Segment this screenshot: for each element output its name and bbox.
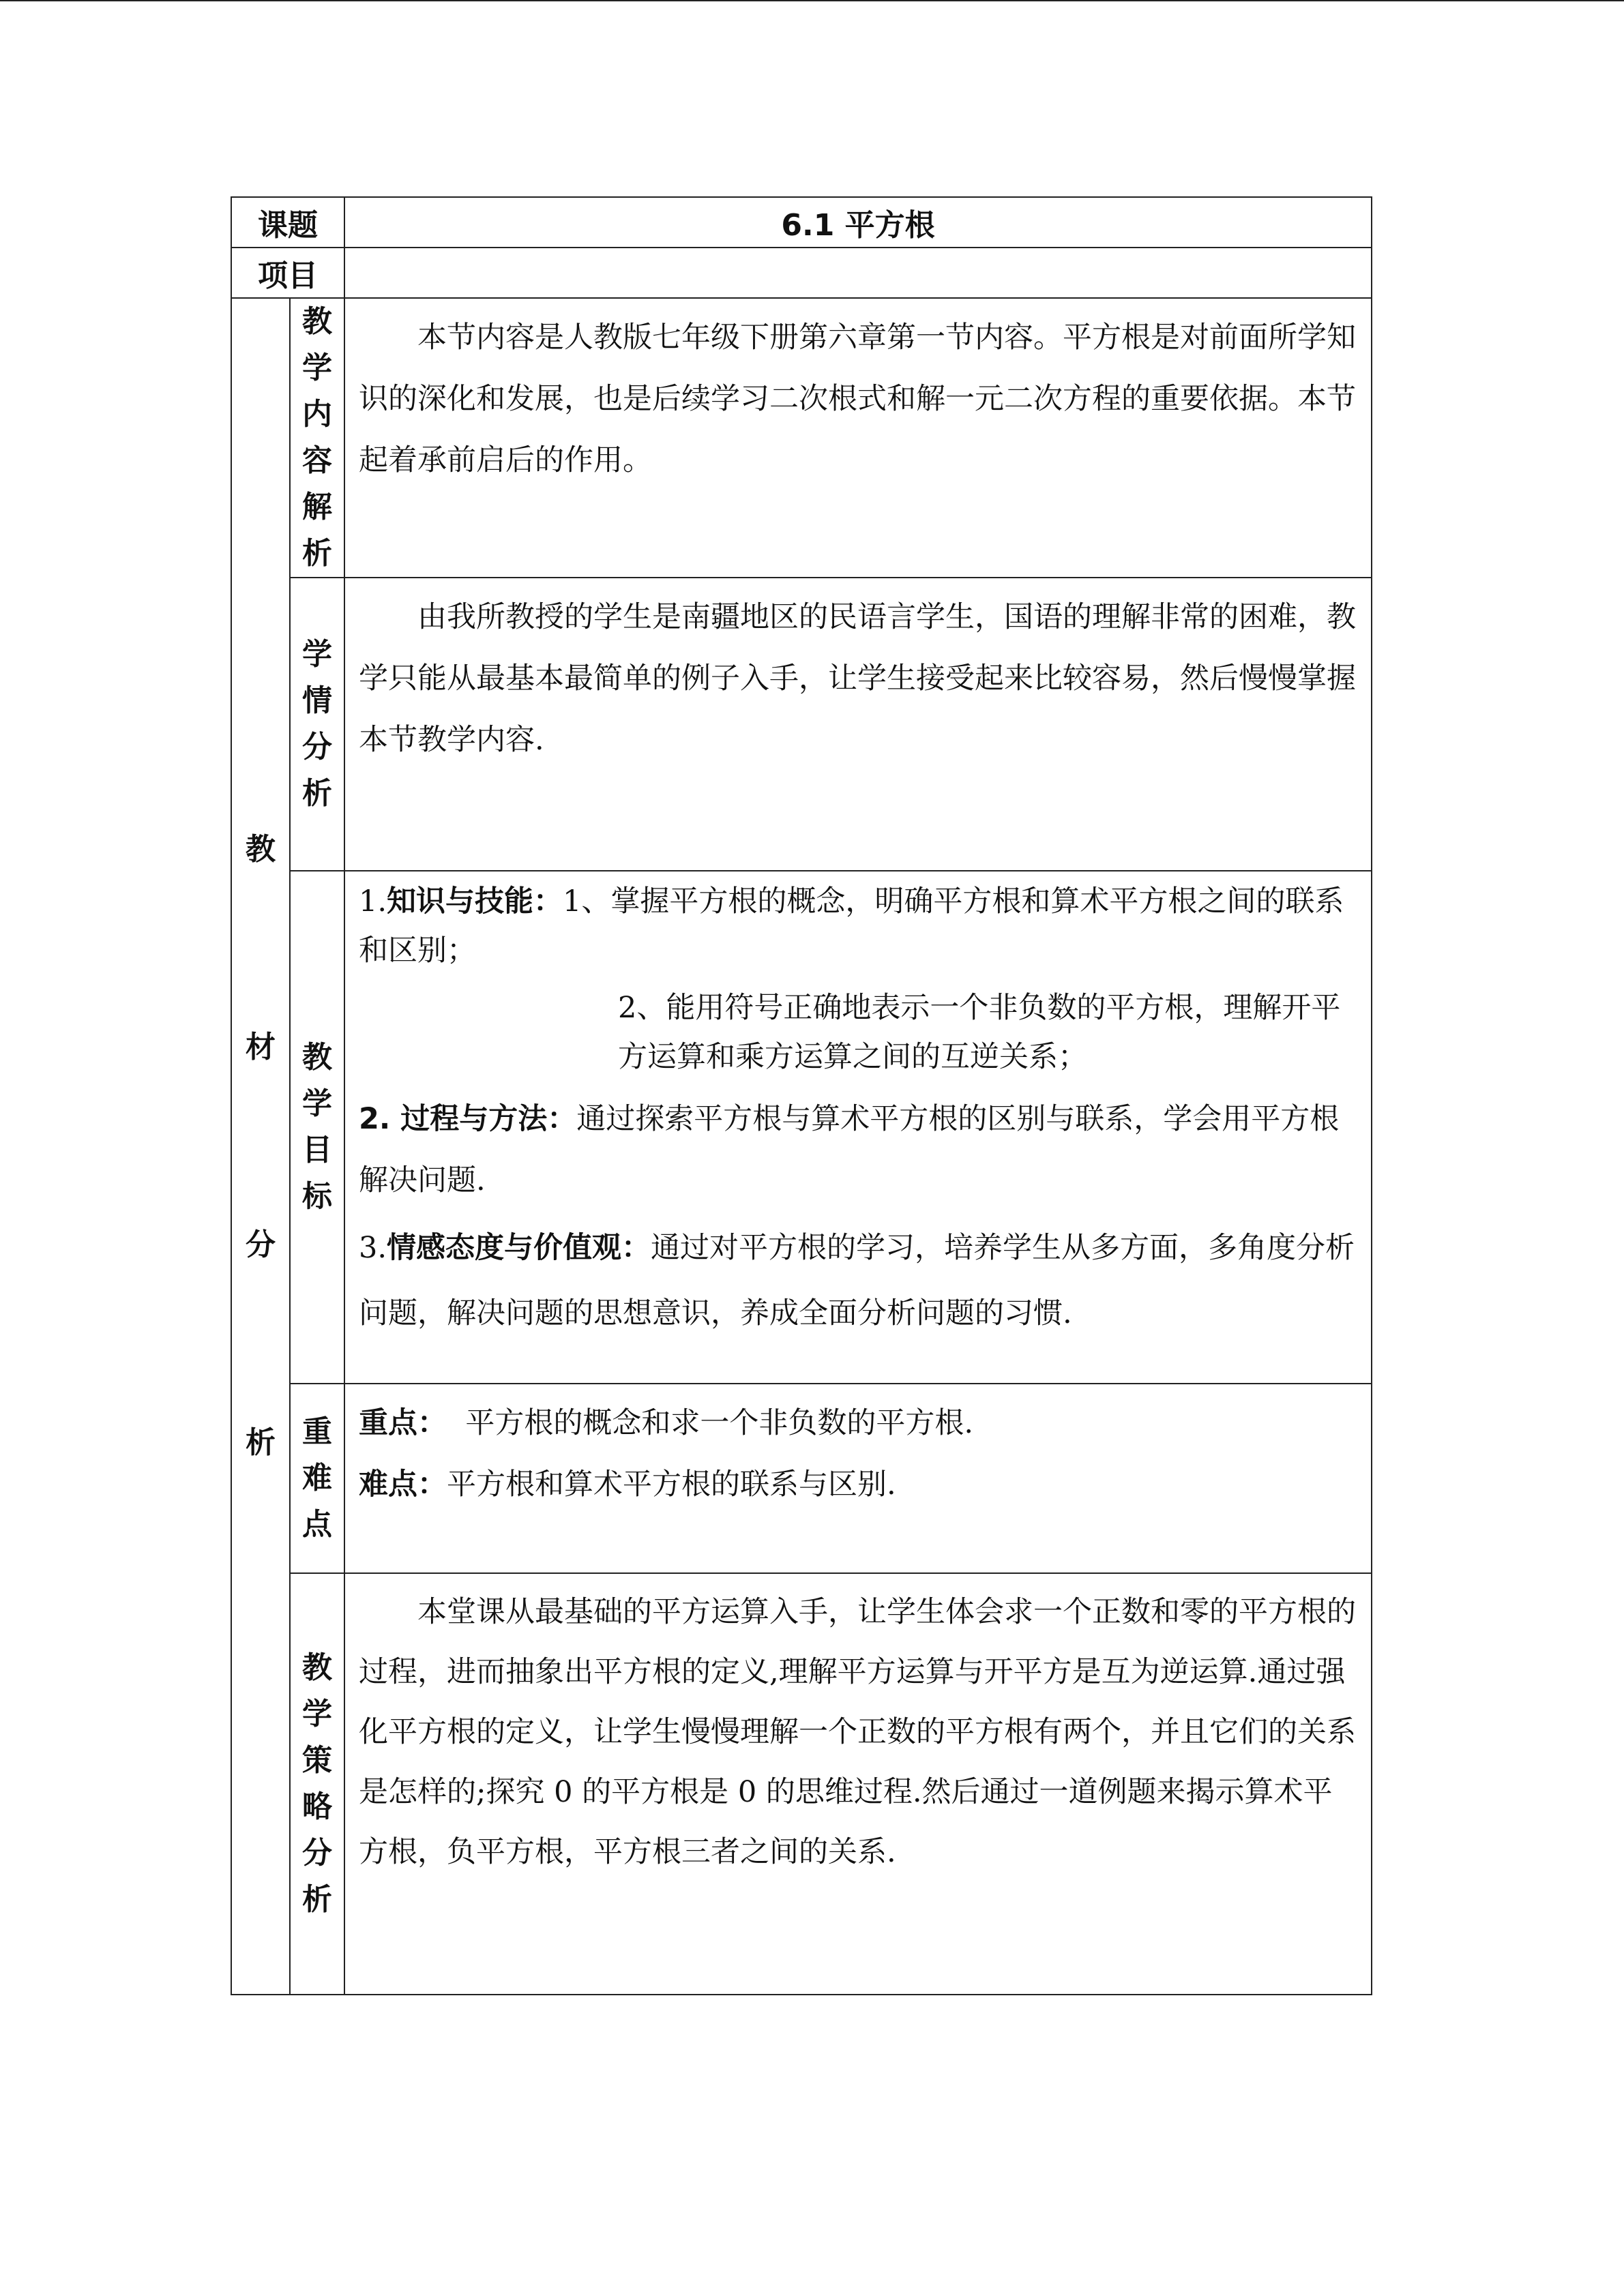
- section-char: 材: [246, 1030, 276, 1064]
- strategy-text: 本堂课从最基础的平方运算入手，让学生体会求一个正数和零的平方根的过程，进而抽象出平方根的定义,理解平方运算与开平方是互为逆运算.通过强化平方根的定义，让学生慢慢理解一个正数的平方根有两个，并且它们的关系是怎样的;探究 0 的平方根是 0 的思维过程.然后通过一道例题来揭示算术平方根，负平方根，平方根三者之间的关系.: [359, 1595, 1356, 1869]
- strategy-cell: [344, 1573, 1372, 1995]
- section-char: 分: [246, 1227, 276, 1262]
- topic-row: [231, 197, 1372, 248]
- page-top-border: [0, 0, 1624, 1]
- content-analysis-text: 本节内容是人教版七年级下册第六章第一节内容。平方根是对前面所学知识的深化和发展，也是后续学习二次根式和解一元二次方程的重要依据。本节起着承前启后的作用。: [359, 320, 1356, 477]
- item-value: [344, 248, 1372, 298]
- section-label-textbook-analysis: [231, 298, 290, 1995]
- key-points-cell: [344, 1384, 1372, 1573]
- section-char: 教: [246, 832, 276, 867]
- key-points-label: 重 难 点: [290, 1384, 344, 1573]
- student-analysis-text: 由我所教授的学生是南疆地区的民语言学生，国语的理解非常的困难，教学只能从最基本最简单的例子入手，让学生接受起来比较容易，然后慢慢掌握本节教学内容.: [359, 600, 1356, 757]
- student-analysis-label: 学 情 分 析: [290, 578, 344, 871]
- student-analysis-cell: [344, 578, 1372, 871]
- content-analysis-cell: [344, 298, 1372, 578]
- content-analysis-row: [231, 298, 1372, 578]
- key-points-row: [231, 1384, 1372, 1573]
- lesson-plan-table: [231, 196, 1372, 1995]
- teaching-goals-row: [231, 871, 1372, 1384]
- key-point: 重点： 平方根的概念和求一个非负数的平方根.: [359, 1406, 974, 1440]
- goal-attitude: 3.情感态度与价值观：通过对平方根的学习，培养学生从多方面，多角度分析问题，解决问题的思想意识，养成全面分析问题的习惯.: [359, 1231, 1355, 1330]
- difficult-point: 难点：平方根和算术平方根的联系与区别.: [359, 1467, 896, 1502]
- strategy-label: 教 学 策 略 分 析: [290, 1573, 344, 1995]
- topic-label: 课题: [231, 197, 344, 248]
- content-analysis-label: 教 学 内 容 解 析: [290, 298, 344, 578]
- goal-process: 2. 过程与方法：通过探索平方根与算术平方根的区别与联系，学会用平方根解决问题.: [359, 1102, 1340, 1197]
- item-row: [231, 248, 1372, 298]
- strategy-row: [231, 1573, 1372, 1995]
- section-char: 析: [246, 1425, 276, 1460]
- goal-knowledge-2: 2、能用符号正确地表示一个非负数的平方根，理解开平方运算和乘方运算之间的互逆关系；: [618, 991, 1341, 1074]
- topic-value: 6.1 平方根: [344, 197, 1372, 248]
- student-analysis-row: [231, 578, 1372, 871]
- item-label: 项目: [231, 248, 344, 298]
- teaching-goals-cell: [344, 871, 1372, 1384]
- teaching-goals-label: 教 学 目 标: [290, 871, 344, 1384]
- goal-knowledge: 1.知识与技能：1、掌握平方根的概念，明确平方根和算术平方根之间的联系和区别；: [359, 884, 1344, 968]
